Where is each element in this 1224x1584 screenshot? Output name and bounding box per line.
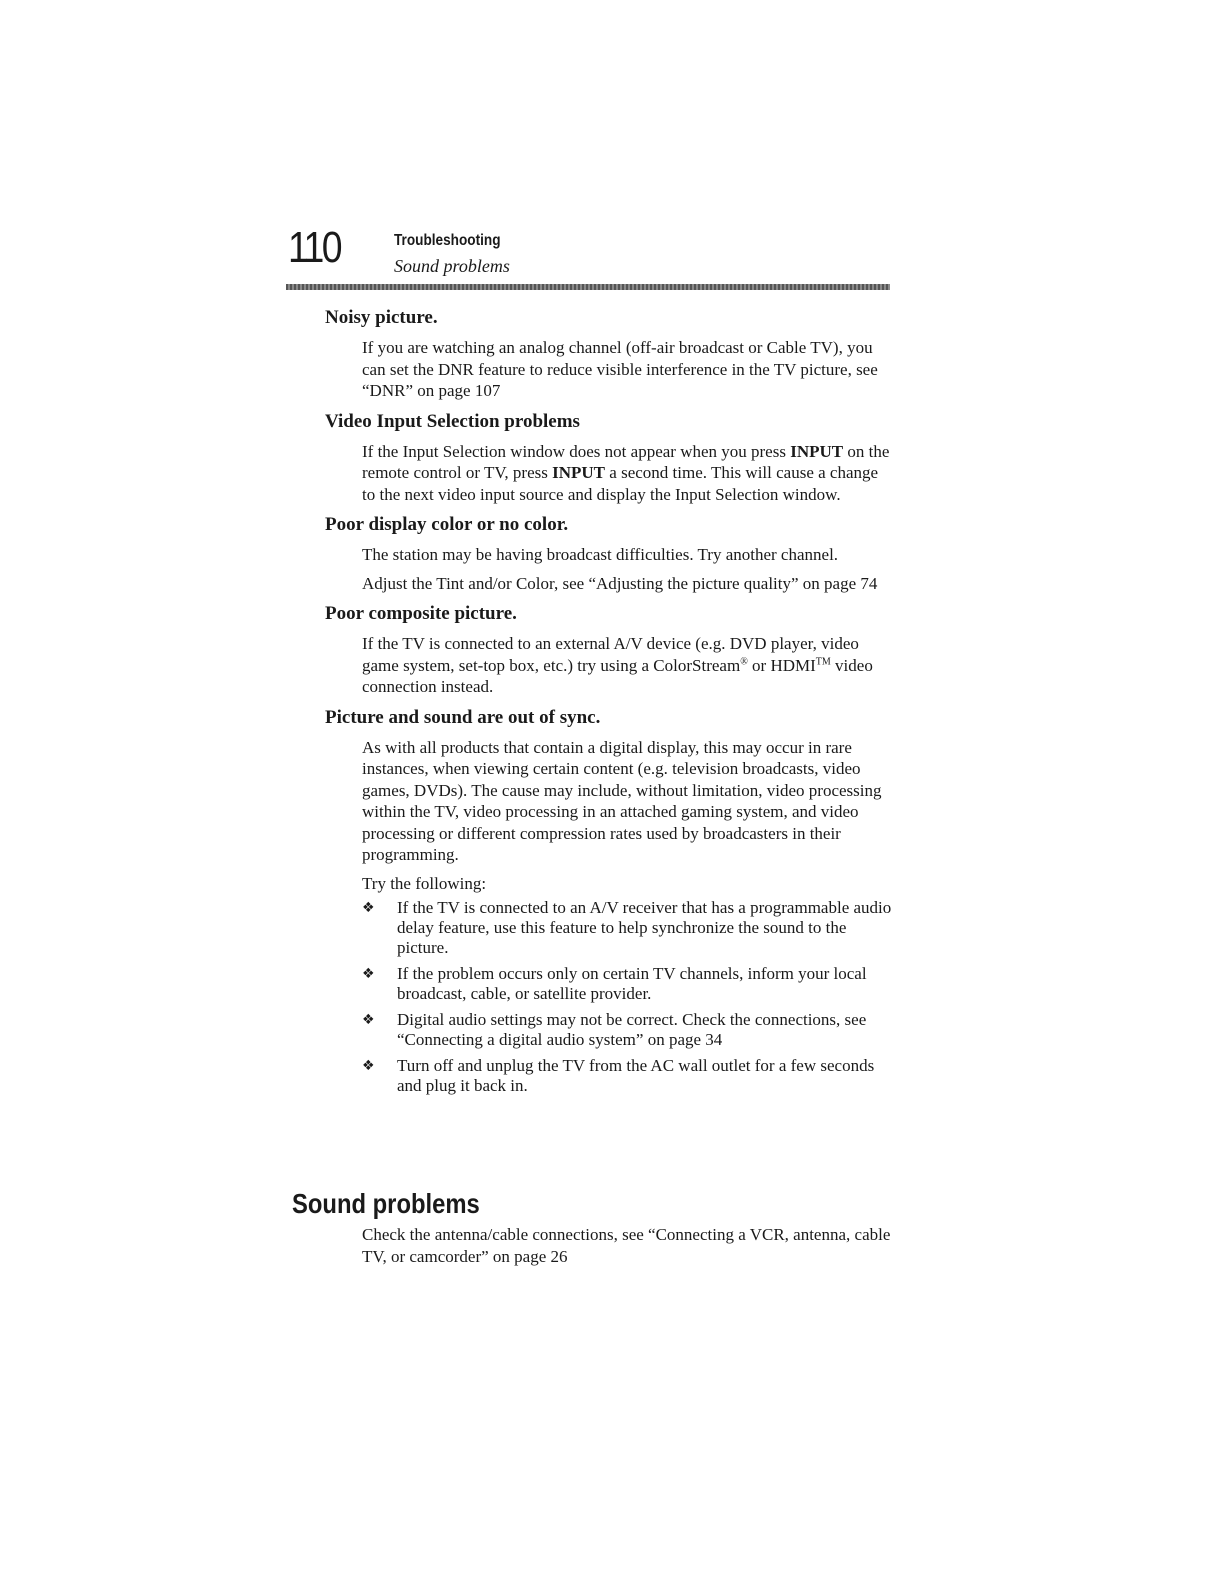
input-key-label: INPUT [552,463,606,482]
sound-section-paragraph: Check the antenna/cable connections, see “Connecting a VCR, antenna, cable TV, or camcorder” on page 26 [362,1225,891,1266]
topic-paragraph [362,633,895,698]
topic-title: Picture and sound are out of sync. [325,706,601,728]
topic-title: Video Input Selection problems [325,410,580,432]
diamond-bullet-icon: ❖ [362,900,375,916]
list-item [362,964,895,1004]
trademark-mark: TM [815,655,831,667]
section-heading-sound-problems: Sound problems [292,1188,480,1219]
topic-out-of-sync [325,706,895,1097]
topic-paragraph [362,441,895,506]
topic-paragraph: Try the following: [362,873,487,893]
input-key-label: INPUT [790,441,844,461]
list-item [362,898,895,958]
troubleshooting-content [325,306,895,1104]
topic-title: Poor composite picture. [325,603,517,624]
diamond-bullet-icon: ❖ [362,1058,375,1074]
diamond-bullet-icon: ❖ [362,966,375,982]
text-run: If the TV is connected to an external A/V device (e.g. DVD player, video game system, set-top box, etc.) try using a ColorStream [362,634,859,675]
bullet-list [362,898,895,1096]
topic-title: Noisy picture. [325,307,438,328]
diamond-bullet-icon: ❖ [362,1012,375,1028]
list-item [362,1010,895,1050]
section-subtitle: Sound problems [394,256,510,276]
topic-video-input [325,410,895,506]
topic-paragraph: Adjust the Tint and/or Color, see “Adjusting the picture quality” on page 74 [362,573,878,593]
text-run: video connection instead. [362,655,873,696]
text-run: or HDMI [747,655,816,675]
list-item-text: If the problem occurs only on certain TV channels, inform your local broadcast, cable, or satellite provider. [397,964,867,1003]
list-item-text: If the TV is connected to an A/V receiver that has a programmable audio delay feature, use this feature to help synchronize the sound to the picture. [397,898,892,957]
list-item [362,1056,895,1096]
header-rule [286,284,890,290]
list-item-text: Digital audio settings may not be correct. Check the connections, see “Connecting a digital audio system” on page 34 [397,1010,867,1049]
topic-title: Poor display color or no color. [325,514,569,535]
topic-poor-color [325,513,895,594]
topic-paragraph: The station may be having broadcast difficulties. Try another channel. [362,545,839,564]
chapter-title: Troubleshooting [394,232,501,249]
topic-composite-picture [325,602,895,698]
text-run: a second time. This will cause a change to the next video input source and display the Input Selection window. [362,463,879,504]
registered-mark: ® [740,655,748,667]
text-run: If the Input Selection window does not appear when you press [362,441,791,461]
page-number: 110 [288,223,340,272]
topic-paragraph: If you are watching an analog channel (off-air broadcast or Cable TV), you can set the DNR feature to reduce visible interference in the TV picture, see “DNR” on page 107 [362,338,878,400]
topic-paragraph: As with all products that contain a digital display, this may occur in rare instances, when viewing certain content (e.g. television broadcasts, video games, DVDs). The cause may include, without limitation, video processing within the TV, video processing in an attached gaming system, and video processing or different compression rates used by broadcasters in their programming. [362,737,882,864]
topic-noisy-picture [325,306,895,402]
text-run: on the remote control or TV, press [362,441,890,482]
list-item-text: Turn off and unplug the TV from the AC wall outlet for a few seconds and plug it back in. [397,1056,875,1095]
